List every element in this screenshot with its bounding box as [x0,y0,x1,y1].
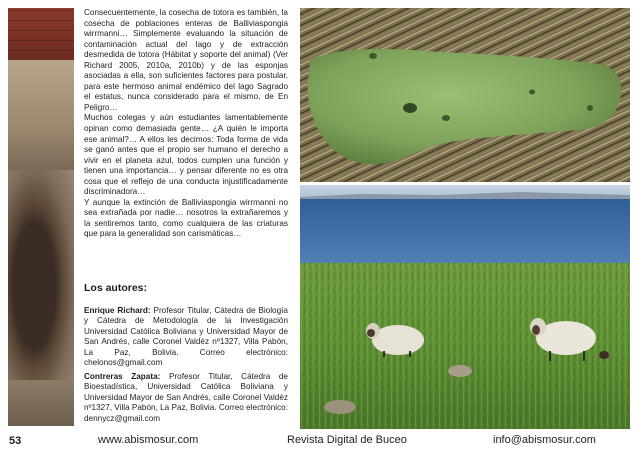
article-paragraph: Consecuentemente, la cosecha de totora es también, la cosecha de poblaciones enteras de Balliviaspongia wirrmanni… Simplemente evaluando la situación de contaminación actual del lago y de extracción desmedida de totora (Hábitat y soporte del animal) (Ver Richard 2005, 2010a, 2010b) y de las esponjas asociadas a ella, son suficientes factores para postular, para este hermoso animal endémico del lago Sagrado el estatus, nunca considerado para el mismo, de En Peligro… [84,8,288,112]
lake-sheep-photo-svg [300,185,630,429]
author-name: Enrique Richard: [84,306,151,315]
sponge-photo [300,8,630,182]
author-name: Contreras Zapata: [84,372,161,381]
email-link[interactable]: info@abismosur.com [493,434,596,446]
author-bio: Profesor Titular, Cátedra de Biología y Cátedra de Metodología de la Investigación Universidad Católica Boliviana y Universidad Mayor de San Andrés, calle Coronel Valdéz nº1327, Villa Pabón, La Paz, Bolivia. Correo electrónico: chelonos@gmail.com [84,306,288,368]
sponge-photo-svg [300,8,630,182]
author-bio: Profesor Titular, Cátedra de Bioestadística, Universidad Católica Boliviana y Universidad Mayor de San Andrés, calle Coronel Valdéz nº1327, Villa Pabón, La Paz, Bolivia. Correo electrónico: dennycz@gmail.com [84,372,289,423]
magazine-name: Revista Digital de Buceo [287,434,407,446]
author-entry [84,372,288,424]
ground-photo-part [8,380,74,426]
authors-heading: Los autores: [84,282,148,294]
left-photo-strip [8,8,74,426]
brick-wall-photo-part [8,8,74,60]
article-text [84,8,288,240]
lake-sheep-photo [300,185,630,429]
website-link[interactable]: www.abismosur.com [98,434,199,446]
page-footer [0,431,640,451]
adobe-wall-photo-part [8,60,74,170]
article-paragraph: Muchos colegas y aún estudiantes lamentablemente opinan como demasiada gente… ¿A quién le importa ese animal?… A ellos les decimos: Toda forma de vida se ganó antes que el propio ser humano el derecho a vivir en el planeta azul, todos cumplen una función y tienen una importancia… y pensar diferente no es otra cosa que el reflejo de una conducta injustificadamente discriminadora… [84,113,288,197]
donkey-photo-part [8,170,74,380]
author-entry [84,306,288,368]
page-number: 53 [9,435,22,447]
article-paragraph: Y aunque la extinción de Balliviaspongia wirrmanni no sea extrañada por nadie… nosotros la extrañaremos y la sentiremos tanto, como cualquiera de las criaturas que para la generalidad son carismáticas… [84,197,288,239]
